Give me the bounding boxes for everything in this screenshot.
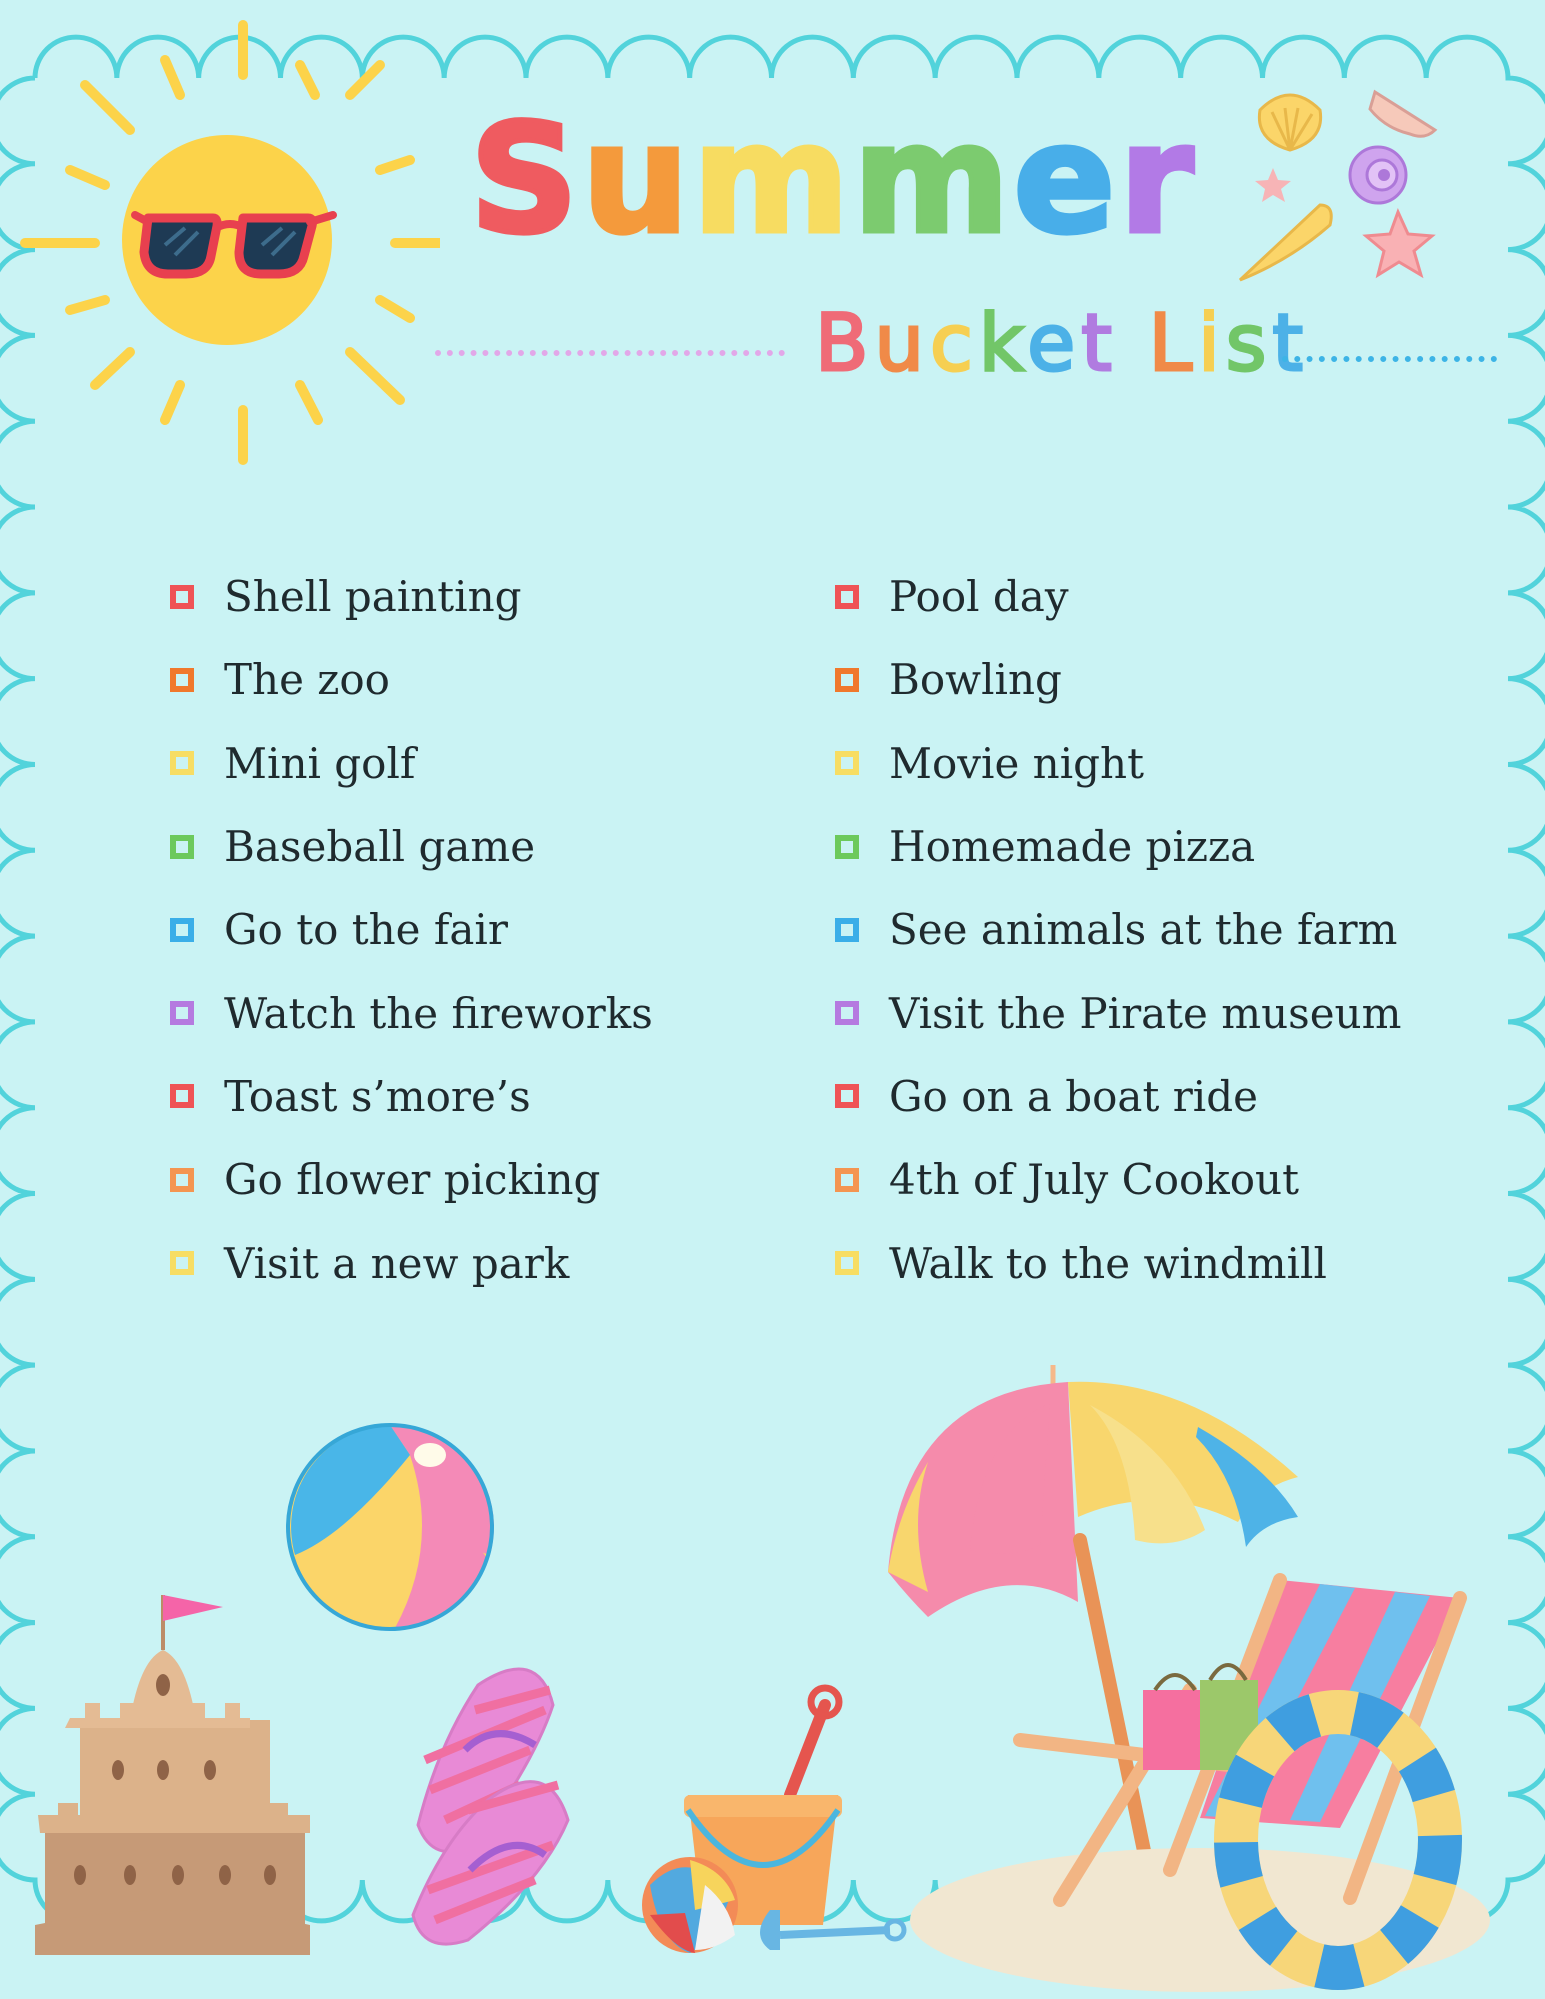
divider-dots-right [1282,356,1497,362]
subtitle-letter: t [1081,299,1118,389]
starfish-icon [1366,212,1432,275]
checklist-item [170,1221,653,1304]
checklist-item-label: 4th of July Cookout [889,1155,1299,1205]
checkbox[interactable] [835,835,859,859]
checklist-item [170,722,653,805]
checklist-item-label: Go on a boat ride [889,1071,1258,1121]
checklist-item [170,971,653,1054]
checklist-item [835,888,1401,971]
subtitle-letter: B [815,299,875,389]
checkbox[interactable] [170,1168,194,1192]
subtitle-letter: s [1225,299,1273,389]
seashells-decoration [1230,80,1460,290]
checkbox[interactable] [835,668,859,692]
checklist-left-column [170,555,653,1305]
subtitle-letter: e [1027,299,1082,389]
checklist-item [835,805,1401,888]
sandcastle-icon [35,1595,310,1955]
checkbox[interactable] [170,835,194,859]
divider-dots-left [435,350,785,356]
title-letter: u [582,93,693,267]
checklist-item [170,638,653,721]
checklist-item [170,805,653,888]
checklist-item-label: Shell painting [224,572,522,622]
checklist-item [835,1138,1401,1221]
subtitle-letter: t [1272,299,1309,389]
checklist-right-column [835,555,1401,1305]
title-letter: m [692,93,854,267]
checklist-item [170,555,653,638]
checkbox[interactable] [835,1084,859,1108]
sun-with-sunglasses-icon [0,0,440,470]
checklist-item-label: Bowling [889,655,1062,705]
checkbox[interactable] [835,918,859,942]
checklist-item-label: Baseball game [224,822,536,872]
subtitle-letter: L [1148,299,1199,389]
subtitle-letter: i [1198,299,1226,389]
page-subtitle [815,299,1309,389]
beach-ball-icon [288,1425,494,1629]
checklist-item-label: Homemade pizza [889,822,1256,872]
title-letter: r [1119,93,1198,267]
checklist-item-label: Go flower picking [224,1155,601,1205]
checkbox[interactable] [835,1168,859,1192]
checkbox[interactable] [835,1001,859,1025]
seashell-icon [1370,92,1435,136]
subtitle-letter: u [874,299,930,389]
checklist-item-label: The zoo [224,655,390,705]
title-letter: e [1013,93,1120,267]
checklist-item-label: Go to the fair [224,905,508,955]
checklist-item [835,971,1401,1054]
subtitle-letter: k [978,299,1028,389]
checklist-item-label: Pool day [889,572,1069,622]
subtitle-letter [1118,299,1149,389]
checklist-item-label: Visit a new park [224,1238,570,1288]
checklist-item-label: Movie night [889,738,1144,788]
seashell-icon [1240,205,1331,280]
checklist-item-label: Walk to the windmill [889,1238,1327,1288]
checklist-item-label: Mini golf [224,738,416,788]
seashell-icon [1259,95,1320,150]
title-letter: S [470,93,583,267]
checkbox[interactable] [170,668,194,692]
checkbox[interactable] [170,585,194,609]
checklist-item-label: Watch the fireworks [224,988,653,1038]
checkbox[interactable] [835,585,859,609]
checkbox[interactable] [835,751,859,775]
checkbox[interactable] [170,751,194,775]
checklist-item [835,555,1401,638]
checklist-item [170,1055,653,1138]
beach-scene-illustration [0,1340,1545,1999]
checkbox[interactable] [170,918,194,942]
checklist-item [835,1221,1401,1304]
checklist-item [170,1138,653,1221]
title-letter: m [853,93,1014,267]
sand-bucket-icon [642,1688,904,1953]
starfish-icon [1255,168,1291,202]
checkbox[interactable] [170,1001,194,1025]
flip-flops-icon [413,1669,568,1944]
checklist-item-label: Toast s’more’s [224,1071,531,1121]
checklist-item [170,888,653,971]
page-title [470,93,1198,267]
checklist-item [835,722,1401,805]
checklist-item-label: Visit the Pirate museum [889,988,1402,1038]
subtitle-letter: c [929,299,979,389]
seashell-icon [1350,147,1406,203]
checkbox[interactable] [170,1251,194,1275]
checklist-item [835,1055,1401,1138]
checkbox[interactable] [170,1084,194,1108]
checklist-item [835,638,1401,721]
checkbox[interactable] [835,1251,859,1275]
checklist-item-label: See animals at the farm [889,905,1398,955]
